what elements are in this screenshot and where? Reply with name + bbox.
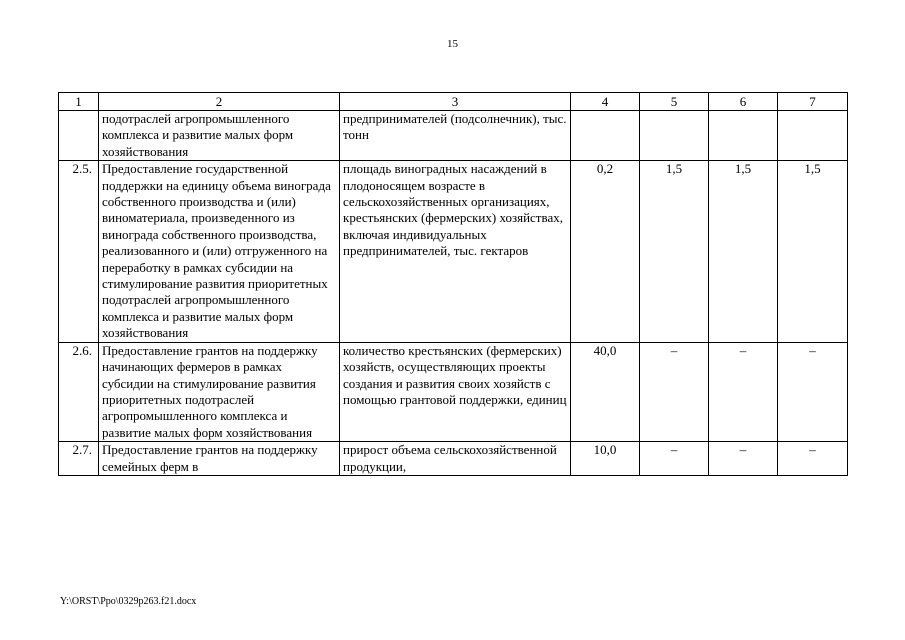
footer-file-path: Y:\ORST\Ppo\0329p263.f21.docx — [60, 596, 197, 607]
indicator-cell: площадь виноградных насаждений в плодоносящем возрасте в сельскохозяйственных организациях, крестьянских (фермерских) хозяйствах, включая индивидуальных предпринимателей, тыс. гектаров — [340, 161, 571, 342]
row-number — [59, 111, 99, 161]
table-row — [59, 342, 848, 441]
row-number: 2.6. — [59, 342, 99, 441]
data-table — [58, 92, 848, 476]
measure-cell: Предоставление грантов на поддержку начинающих фермеров в рамках субсидии на стимулирование развития приоритетных подотраслей агропромышленного комплекса и развитие малых форм хозяйствования — [99, 342, 340, 441]
table-row — [59, 111, 848, 161]
header-cell: 5 — [640, 93, 709, 111]
measure-cell: Предоставление грантов на поддержку семейных ферм в — [99, 442, 340, 476]
value-cell: 0,2 — [571, 161, 640, 342]
row-number: 2.7. — [59, 442, 99, 476]
table-row — [59, 161, 848, 342]
value-cell: – — [709, 442, 778, 476]
value-cell: – — [709, 342, 778, 441]
header-cell: 1 — [59, 93, 99, 111]
header-cell: 6 — [709, 93, 778, 111]
indicator-cell: количество крестьянских (фермерских) хозяйств, осуществляющих проекты создания и развития своих хозяйств с помощью грантовой поддержки, единиц — [340, 342, 571, 441]
value-cell — [571, 111, 640, 161]
header-cell: 4 — [571, 93, 640, 111]
value-cell: 1,5 — [778, 161, 848, 342]
value-cell — [778, 111, 848, 161]
table-header-row — [59, 93, 848, 111]
value-cell: – — [778, 342, 848, 441]
value-cell: 1,5 — [640, 161, 709, 342]
page-number: 15 — [447, 38, 458, 50]
header-cell: 7 — [778, 93, 848, 111]
value-cell — [709, 111, 778, 161]
value-cell: – — [778, 442, 848, 476]
value-cell: 40,0 — [571, 342, 640, 441]
measure-cell: подотраслей агропромышленного комплекса и развитие малых форм хозяйствования — [99, 111, 340, 161]
value-cell: 10,0 — [571, 442, 640, 476]
header-cell: 3 — [340, 93, 571, 111]
indicator-cell: предпринимателей (подсолнечник), тыс. тонн — [340, 111, 571, 161]
value-cell — [640, 111, 709, 161]
table-row — [59, 442, 848, 476]
value-cell: – — [640, 442, 709, 476]
indicator-cell: прирост объема сельскохозяйственной продукции, — [340, 442, 571, 476]
value-cell: 1,5 — [709, 161, 778, 342]
measure-cell: Предоставление государственной поддержки на единицу объема винограда собственного производства и (или) виноматериала, произведенного из винограда собственного производства, реализованного и (или) отгруженного на переработку в рамках субсидии на стимулирование развития приоритетных подотраслей агропромышленного комплекса и развитие малых форм хозяйствования — [99, 161, 340, 342]
row-number: 2.5. — [59, 161, 99, 342]
header-cell: 2 — [99, 93, 340, 111]
value-cell: – — [640, 342, 709, 441]
